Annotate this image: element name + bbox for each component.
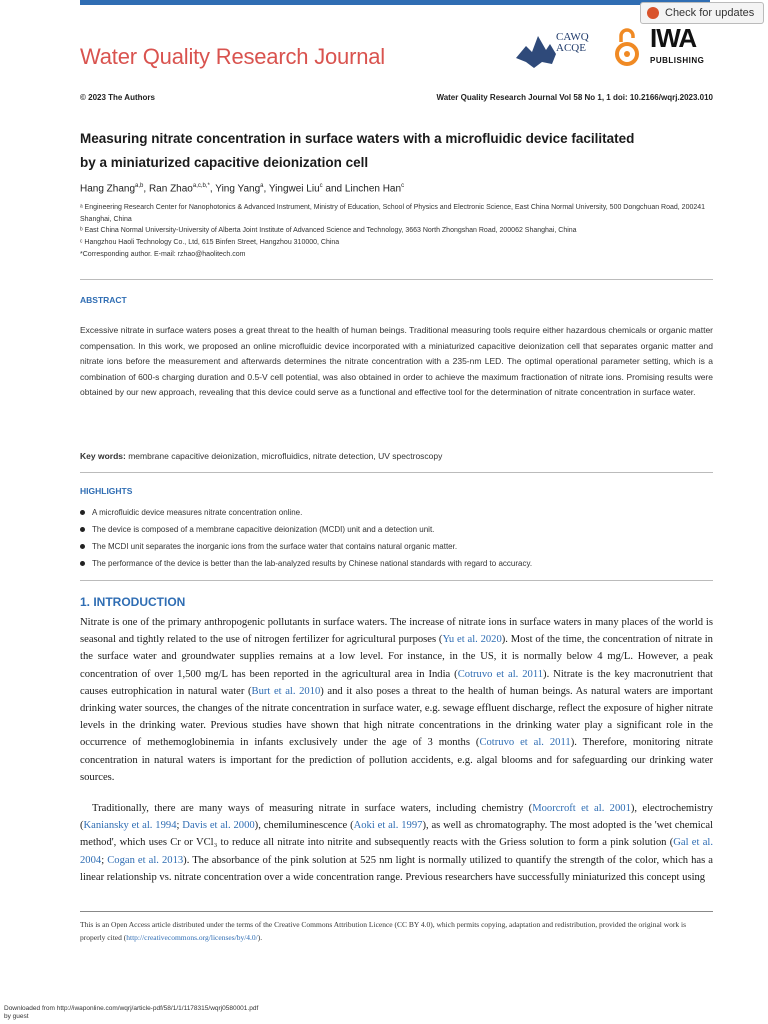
paper-title-line-1: Measuring nitrate concentration in surface waters with a microfluidic device facilitated bbox=[80, 131, 635, 146]
abstract-text: Excessive nitrate in surface waters poses a great threat to the health of human beings. Traditional measuring tools require either hazardous chemicals or organic matter compensation. In this work, we proposed an online microfluidic device incorporated with a miniaturized capacitive deionization cell that separates organic matter and nitrate ions before the measurement and afterwards determines the nitrate concentration with a 235-nm LED. The optimal operational parameter setting, which is a combination of 600-s charging duration and 0.5-V cell potential, was also obtained in order to achieve the maximum fractionation of nitrate ions. Promising results were obtained by our new approach, revealing that this device could serve as a functional and effective tool for the determination of nitrate concentration in surface water. bbox=[80, 325, 713, 398]
paragraph-text: ), as well as chromatography. The most adopted is the 'wet chemical method', which uses Cr or VCl₃ to reduce all nitrate into nitrite and subsequently reacts with the Griess solution to form a pink solution ( bbox=[80, 820, 713, 849]
citation-link[interactable]: Davis et al. 2000 bbox=[182, 820, 255, 832]
intro-paragraph-2 bbox=[80, 800, 713, 886]
author-affiliation-marker: c bbox=[319, 183, 323, 189]
citation-link[interactable]: Moorcroft et al. 2001 bbox=[532, 803, 631, 814]
paragraph-text: ; bbox=[176, 820, 183, 832]
footnote-divider bbox=[80, 911, 713, 912]
divider bbox=[80, 279, 713, 280]
iwa-logo: IWA bbox=[650, 23, 697, 53]
author-separator: and bbox=[322, 183, 345, 195]
corresponding-author: *Corresponding author. E-mail: rzhao@haolitech.com bbox=[80, 251, 246, 258]
citation-link[interactable]: Cotruvo et al. 2011 bbox=[479, 737, 571, 749]
affiliation: ᶜ Hangzhou Haoli Technology Co., Ltd, 615 Binfen Street, Hangzhou 310000, China bbox=[80, 239, 340, 246]
intro-paragraph-1 bbox=[80, 614, 713, 786]
highlight-text: The device is composed of a membrane capacitive deionization (MCDI) unit and a detection unit. bbox=[92, 525, 435, 534]
author-name: Yingwei Liu bbox=[268, 183, 320, 195]
paragraph-text: ). The absorbance of the pink solution at 525 nm light is normally utilized to quantify the strength of the color, which has a linear relationship vs. nitrate concentration over a wide concentration range. Previous researchers have successfully miniaturized this concept using bbox=[80, 854, 714, 883]
citation-link[interactable]: Cotruvo et al. 2011 bbox=[457, 668, 544, 680]
citation-link[interactable]: Aoki et al. 1997 bbox=[353, 820, 423, 832]
author-name: Linchen Han bbox=[344, 183, 402, 195]
bullet-icon bbox=[80, 544, 85, 549]
iwa-publishing-logo: PUBLISHING bbox=[650, 56, 705, 65]
journal-citation: Water Quality Research Journal Vol 58 No 1, 1 doi: 10.2166/wqrj.2023.010 bbox=[436, 93, 713, 102]
bullet-icon bbox=[80, 561, 85, 566]
open-access-icon bbox=[615, 26, 639, 68]
keywords-label: Key words: bbox=[80, 451, 126, 461]
paragraph-text: ). Nitrate is the key macronutrient that causes eutrophication in natural water ( bbox=[80, 668, 713, 697]
check-for-updates-button[interactable] bbox=[640, 2, 764, 24]
license-link[interactable]: http://creativecommons.org/licenses/by/4.0/ bbox=[126, 933, 258, 942]
bullet-icon bbox=[80, 510, 85, 515]
paragraph-text: Traditionally, there are many ways of measuring nitrate in surface waters, including chemistry ( bbox=[92, 803, 533, 814]
author-separator: , bbox=[209, 183, 216, 195]
bullet-icon bbox=[80, 527, 85, 532]
highlight-text: The MCDI unit separates the inorganic ions from the surface water that contains natural organic matter. bbox=[92, 542, 458, 551]
license-text: This is an Open Access article distributed under the terms of the Creative Commons Attribution Licence (CC BY 4.0), which permits copying, adaptation and redistribution, provided the original work is properly cited ( bbox=[80, 920, 687, 942]
keywords bbox=[80, 451, 442, 461]
author-list bbox=[80, 183, 404, 194]
introduction-heading: 1. INTRODUCTION bbox=[80, 595, 186, 609]
download-source: Downloaded from http://iwaponline.com/wqrj/article-pdf/58/1/1/1178315/wqrj0580001.pdf bbox=[4, 1005, 259, 1012]
cawq-logo-text: CAWQ bbox=[556, 31, 589, 43]
paragraph-text: ), chemiluminescence ( bbox=[254, 820, 354, 832]
paragraph-text: Nitrate is one of the primary anthropogenic pollutants in surface waters. The increase of nitrate ions in surface waters in many places of the world is seasonal and tightly related to the use of nitrogen fertilizer for agricultural purposes ( bbox=[80, 617, 713, 646]
journal-title: Water Quality Research Journal bbox=[80, 44, 385, 69]
citation-link[interactable]: Kaniansky et al. 1994 bbox=[83, 820, 177, 832]
affiliation: ᵃ Engineering Research Center for Nanophotonics & Advanced Instrument, Ministry of Education, School of Physics and Electronic Science, East China Normal University, 500 Dongchuan Road, 200241 Shanghai, China bbox=[80, 204, 706, 223]
top-accent-bar bbox=[80, 0, 710, 5]
paragraph-text: ). Most of the time, the concentration of nitrate in the surface water and groundwater supplies remains at a low level. For instance, in the US, it is normally below 4 mg/L. However, a peak concentration of over 1,500 mg/L has been reported in the agricultural area in India ( bbox=[80, 634, 713, 680]
license-text-end: ). bbox=[257, 933, 263, 942]
paragraph-text: ). Therefore, monitoring nitrate concentration in natural waters is important for the prediction of pollution accidents, e.g. algal blooms and for safeguarding our drinking water sources. bbox=[80, 737, 713, 783]
download-stamp bbox=[4, 1005, 258, 1021]
paper-title-line-2: by a miniaturized capacitive deionization cell bbox=[80, 155, 369, 170]
license-notice bbox=[80, 918, 713, 944]
author-affiliation-marker: a bbox=[260, 183, 264, 189]
highlight-text: The performance of the device is better than the lab-analyzed results by Chinese national standards with regard to accuracy. bbox=[92, 559, 533, 568]
publisher-logos bbox=[512, 24, 712, 76]
affiliation: ᵇ East China Normal University-University of Alberta Joint Institute of Advanced Science and Technology, 3663 North Zhongshan Road, 200062 Shanghai, China bbox=[80, 227, 577, 234]
keywords-list: membrane capacitive deionization, microfluidics, nitrate detection, UV spectroscopy bbox=[128, 451, 443, 461]
paragraph-text: ; bbox=[101, 854, 108, 866]
highlight-item bbox=[80, 525, 713, 534]
highlight-item bbox=[80, 542, 713, 551]
divider bbox=[80, 472, 713, 473]
highlights-heading: HIGHLIGHTS bbox=[80, 486, 133, 496]
citation-link[interactable]: Gal et al. 2004 bbox=[80, 837, 713, 866]
download-user: by guest bbox=[4, 1013, 29, 1020]
author-affiliation-marker: a,c,b,* bbox=[192, 183, 210, 189]
author-separator: , bbox=[143, 183, 149, 195]
highlight-text: A microfluidic device measures nitrate concentration online. bbox=[92, 508, 303, 517]
check-for-updates-label: Check for updates bbox=[665, 7, 755, 19]
author-name: Ying Yang bbox=[215, 183, 261, 195]
paper-title bbox=[80, 127, 720, 175]
highlight-item bbox=[80, 559, 713, 568]
paragraph-text: ) and it also poses a threat to the health of human beings. As natural waters are important drinking water sources, the changes of the nitrate concentration in surface water, e.g. sewage effluent discharge, reflect the exposure of higher nitrate levels in the drinking water. Previous studies have shown that high nitrate concentrations in the drinking water play a significant role in the occurrence of methemoglobinemia in infants exclusively under the age of 3 months ( bbox=[80, 685, 713, 749]
author-name: Ran Zhao bbox=[148, 183, 193, 195]
divider bbox=[80, 580, 713, 581]
crossmark-icon bbox=[647, 7, 659, 19]
paragraph-text: ), electrochemistry ( bbox=[80, 803, 713, 832]
author-name: Hang Zhang bbox=[80, 183, 136, 195]
abstract-heading: ABSTRACT bbox=[80, 295, 127, 305]
copyright-notice: © 2023 The Authors bbox=[80, 93, 155, 102]
citation-link[interactable]: Burt et al. 2010 bbox=[251, 685, 321, 697]
author-affiliation-marker: a,b bbox=[135, 183, 144, 189]
highlight-item bbox=[80, 508, 713, 517]
citation-link[interactable]: Cogan et al. 2013 bbox=[107, 854, 184, 866]
acqe-logo-text: ACQE bbox=[556, 42, 586, 54]
author-affiliation-marker: c bbox=[401, 183, 405, 189]
author-separator: , bbox=[263, 183, 269, 195]
citation-link[interactable]: Yu et al. 2020 bbox=[442, 634, 502, 646]
